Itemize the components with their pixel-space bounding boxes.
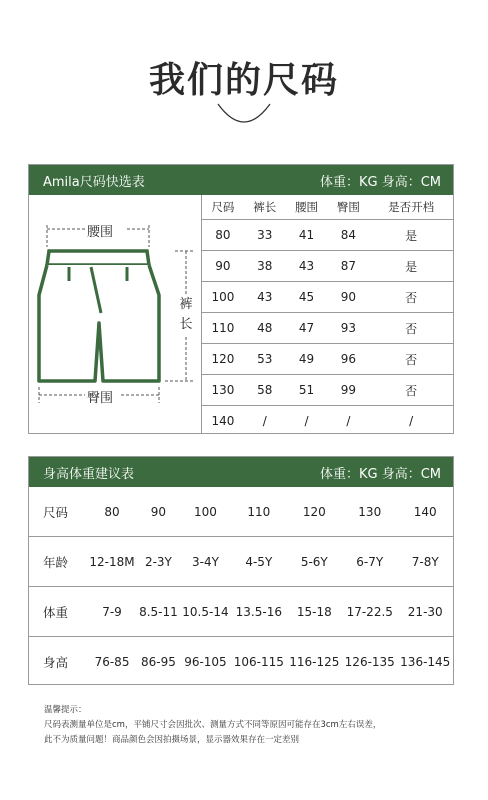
cell: 4-5Y	[231, 537, 286, 587]
cell: /	[346, 414, 351, 428]
row-header-weight: 体重	[29, 587, 87, 637]
cell: 是	[369, 251, 453, 282]
cell: 120	[202, 344, 244, 375]
shorts-icon	[29, 195, 202, 433]
height-weight-advice-table	[28, 456, 454, 685]
col-header-size: 尺码	[202, 195, 244, 220]
advice-table-title: 身高体重建议表	[43, 466, 135, 482]
table-row	[29, 487, 453, 537]
cell: 48	[244, 313, 286, 344]
cell: 15-18	[287, 587, 342, 637]
cell: 47	[286, 313, 328, 344]
length-label: 裤长	[179, 297, 193, 332]
cell: /	[304, 414, 309, 428]
notes	[44, 703, 381, 748]
size-quick-table-title: Amila尺码快选表	[43, 174, 145, 190]
cell: 7-8Y	[397, 537, 453, 587]
cell: 否	[369, 313, 453, 344]
cell: 136-145	[400, 654, 451, 669]
notes-title: 温馨提示：	[44, 705, 87, 715]
cell: 100	[202, 282, 244, 313]
cell: 否	[369, 282, 453, 313]
cell: 49	[286, 344, 328, 375]
table-row	[202, 282, 453, 313]
cell: 93	[327, 313, 369, 344]
table-row	[202, 251, 453, 282]
cell: 140	[211, 414, 235, 428]
cell: 6-7Y	[342, 537, 397, 587]
cell: 106-115	[233, 654, 284, 669]
cell: 33	[244, 220, 286, 251]
cell: 110	[231, 487, 286, 537]
cell: 80	[202, 220, 244, 251]
cell: 90	[137, 487, 180, 537]
col-header-waist: 腰围	[286, 195, 328, 220]
cell: 5-6Y	[287, 537, 342, 587]
cell: 2-3Y	[137, 537, 180, 587]
units-label: 体重：KG 身高：CM	[319, 174, 441, 190]
table-row	[29, 637, 453, 687]
cell: 否	[369, 344, 453, 375]
cell: 86-95	[140, 654, 176, 669]
cell: 84	[327, 220, 369, 251]
table-row	[202, 313, 453, 344]
table-row	[29, 587, 453, 637]
waist-label: 腰围	[87, 225, 114, 240]
hip-label: 臀围	[87, 391, 114, 406]
cell: 是	[369, 220, 453, 251]
table-header-row	[202, 195, 453, 220]
cell: 58	[244, 375, 286, 406]
cell: 116-125	[289, 654, 340, 669]
cell: 53	[244, 344, 286, 375]
cell: 45	[286, 282, 328, 313]
cell: /	[262, 414, 267, 428]
cell: 140	[397, 487, 453, 537]
notes-line-1: 尺码表测量单位是cm，平铺尺寸会因批次、测量方式不同等原因可能存在3cm左右误差，	[44, 720, 382, 730]
cell: 否	[369, 375, 453, 406]
col-header-open-crotch: 是否开档	[369, 195, 453, 220]
cell: 17-22.5	[342, 587, 397, 637]
cell: 21-30	[397, 587, 453, 637]
col-header-hip: 臀围	[327, 195, 369, 220]
advice-table-header	[29, 457, 453, 487]
cell: 10.5-14	[180, 587, 231, 637]
cell: 38	[244, 251, 286, 282]
table-row	[202, 344, 453, 375]
row-header-age: 年龄	[29, 537, 87, 587]
cell: 76-85	[94, 654, 130, 669]
col-header-length: 裤长	[244, 195, 286, 220]
cell: 41	[286, 220, 328, 251]
table-row	[29, 537, 453, 587]
row-header-height: 身高	[43, 654, 69, 670]
table-row	[202, 375, 453, 406]
cell: 126-135	[344, 654, 395, 669]
cell: 7-9	[87, 587, 137, 637]
cell: 3-4Y	[180, 537, 231, 587]
cell: 130	[202, 375, 244, 406]
units-label: 体重：KG 身高：CM	[319, 466, 441, 482]
shorts-measurement-drawing	[29, 195, 202, 433]
cell: 87	[327, 251, 369, 282]
size-quick-table-header	[29, 165, 453, 195]
cell: 12-18M	[87, 537, 137, 587]
cell: 8.5-11	[137, 587, 180, 637]
cell: 110	[202, 313, 244, 344]
advice-grid	[29, 487, 453, 686]
smile-decoration	[216, 100, 272, 130]
cell: 90	[202, 251, 244, 282]
cell: 43	[286, 251, 328, 282]
size-quick-grid	[202, 195, 453, 436]
cell: 43	[244, 282, 286, 313]
cell: 13.5-16	[231, 587, 286, 637]
page-title: 我们的尺码	[148, 60, 339, 101]
cell: 99	[327, 375, 369, 406]
table-row	[202, 406, 453, 437]
cell: 130	[342, 487, 397, 537]
cell: 96	[327, 344, 369, 375]
size-quick-table	[28, 164, 454, 434]
cell: 51	[286, 375, 328, 406]
cell: 90	[327, 282, 369, 313]
cell: 120	[287, 487, 342, 537]
table-row	[202, 220, 453, 251]
cell: /	[409, 414, 414, 428]
cell: 96-105	[184, 654, 227, 669]
row-header-size: 尺码	[29, 487, 87, 537]
notes-line-2: 此不为质量问题！商品颜色会因拍摄场景，显示器效果存在一定差别	[44, 735, 300, 745]
cell: 100	[180, 487, 231, 537]
cell: 80	[87, 487, 137, 537]
